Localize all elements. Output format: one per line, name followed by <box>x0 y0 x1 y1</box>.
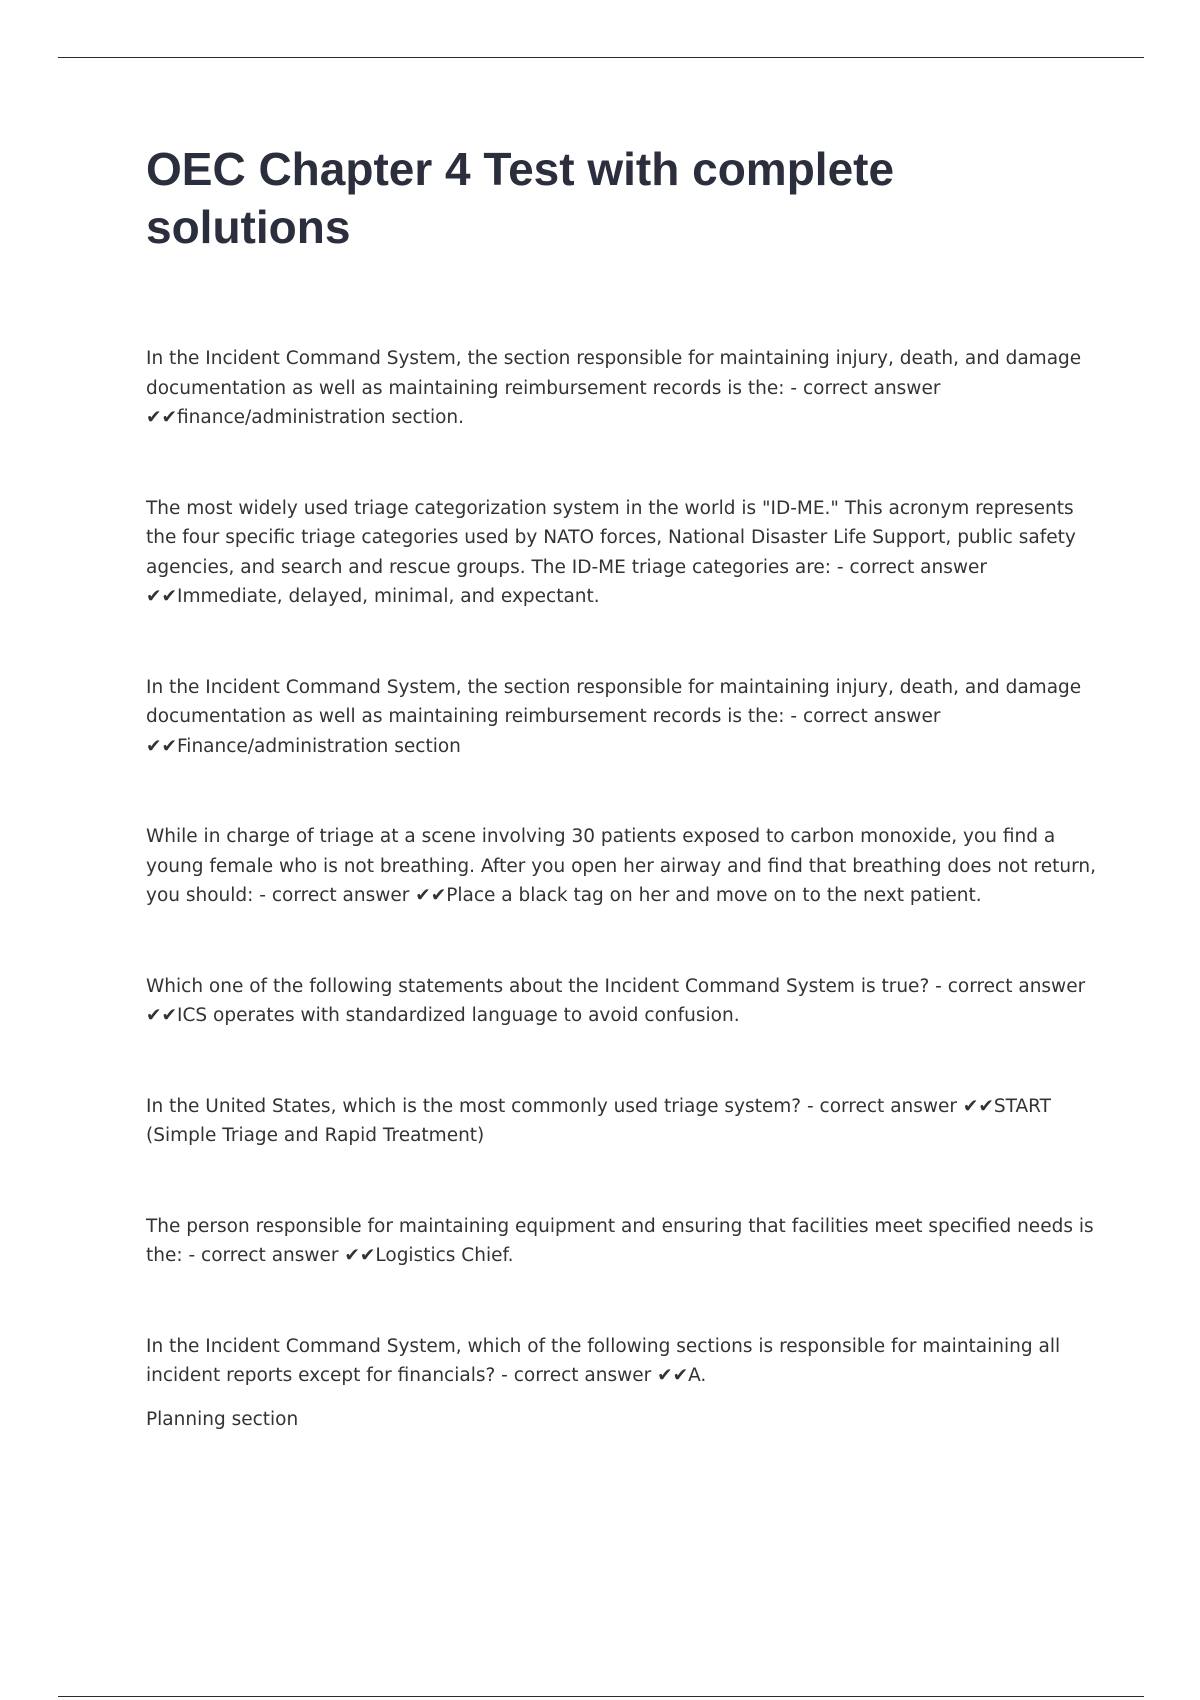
answer-text: finance/administration section. <box>177 407 465 428</box>
answer-prefix: - correct answer ✔✔ <box>146 975 1086 1026</box>
answer-prefix: - correct answer ✔✔ <box>146 706 941 757</box>
document-body <box>146 140 1096 1434</box>
qa-item <box>146 1212 1096 1271</box>
answer-text: ICS operates with standardized language to avoid confusion. <box>177 1005 740 1026</box>
answer-text: Finance/administration section <box>177 735 461 757</box>
qa-list <box>146 344 1096 1434</box>
bottom-divider <box>58 1696 1144 1697</box>
question-text: In the Incident Command System, the section responsible for maintaining injury, death, and damage documentation as well as maintaining reimbursement records is the: <box>146 676 1082 727</box>
answer-text: START (Simple Triage and Rapid Treatment) <box>146 1095 1051 1146</box>
answer-text: A. <box>688 1365 707 1386</box>
question-text: The most widely used triage categorization system in the world is "ID-ME." This acronym represents the four specific triage categories used by NATO forces, National Disaster Life Support, public safety agencies, and search and rescue groups. The ID-ME triage categories are: <box>146 497 1076 578</box>
qa-item <box>146 1332 1096 1391</box>
qa-item <box>146 1092 1096 1151</box>
question-text: In the Incident Command System, which of the following sections is responsible for maintaining all incident reports except for financials? <box>146 1335 1061 1386</box>
answer-prefix: - correct answer ✔✔ <box>182 1245 376 1266</box>
document-title: OEC Chapter 4 Test with complete solutions <box>146 143 895 253</box>
answer-prefix: - correct answer ✔✔ <box>146 377 941 428</box>
answer-prefix: - correct answer ✔✔ <box>146 556 987 607</box>
qa-item <box>146 822 1096 911</box>
answer-prefix: - correct answer ✔✔ <box>801 1095 994 1117</box>
question-text: While in charge of triage at a scene involving 30 patients exposed to carbon monoxide, you find a young female who is not breathing. After you open her airway and find that breathing does not return, you should: <box>146 826 1096 906</box>
question-text: In the Incident Command System, the section responsible for maintaining injury, death, and damage documentation as well as maintaining reimbursement records is the: <box>146 348 1082 399</box>
answer-text: Place a black tag on her and move on to the next patient. <box>446 885 982 906</box>
qa-item <box>146 673 1096 762</box>
qa-item <box>146 494 1096 612</box>
answer-text: Immediate, delayed, minimal, and expectant. <box>177 586 600 607</box>
trailing-answer-text: Planning section <box>146 1408 299 1430</box>
question-text: In the United States, which is the most commonly used triage system? <box>146 1095 802 1117</box>
qa-item <box>146 972 1096 1031</box>
answer-text: Logistics Chief. <box>375 1245 514 1266</box>
top-divider <box>58 57 1144 58</box>
answer-prefix: - correct answer ✔✔ <box>253 885 447 906</box>
qa-item <box>146 344 1096 433</box>
answer-prefix: - correct answer ✔✔ <box>495 1365 689 1386</box>
question-text: The person responsible for maintaining equipment and ensuring that facilities meet specified needs is the: <box>146 1215 1094 1266</box>
question-text: Which one of the following statements about the Incident Command System is true? <box>146 975 930 997</box>
